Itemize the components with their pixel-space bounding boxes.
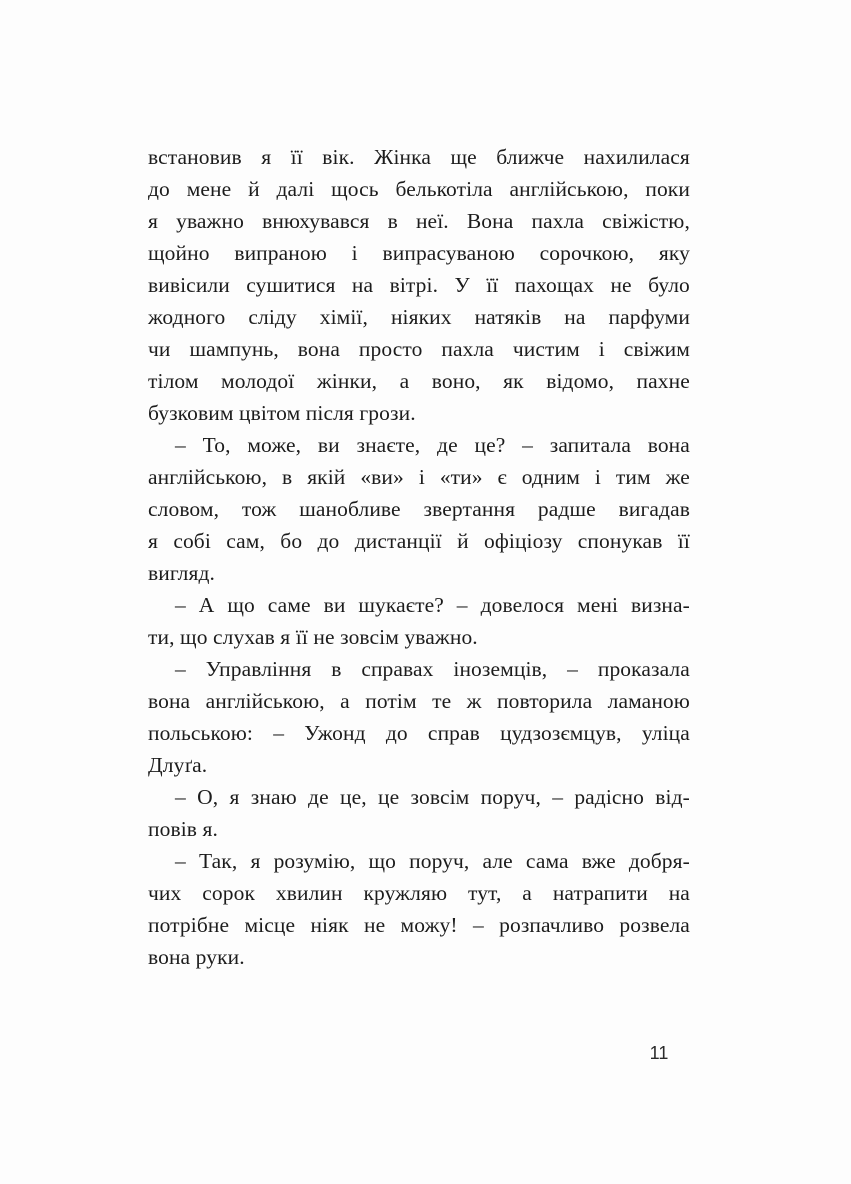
- text-line: польською: – Ужонд до справ цудзозємцув, уліца: [148, 721, 690, 745]
- text-line: Длуґа.: [148, 753, 208, 777]
- text-line: – А що саме ви шукаєте? – довелося мені визна-: [175, 593, 690, 617]
- text-line: ти, що слухав я її не зовсім уважно.: [148, 625, 478, 649]
- text-line: чих сорок хвилин кружляю тут, а натрапити на: [148, 881, 690, 905]
- text-line: вона руки.: [148, 945, 245, 969]
- text-line: тілом молодої жінки, а воно, як відомо, пахне: [148, 369, 690, 393]
- text-line: жодного сліду хімії, ніяких натяків на парфуми: [148, 305, 690, 329]
- text-line: вона англійською, а потім те ж повторила ламаною: [148, 689, 690, 713]
- text-line: англійською, в якій «ви» і «ти» є одним і тим же: [148, 465, 690, 489]
- text-line: вивісили сушитися на вітрі. У її пахощах не було: [148, 273, 690, 297]
- text-line: – О, я знаю де це, це зовсім поруч, – радісно від-: [175, 785, 690, 809]
- text-line: словом, тож шанобливе звертання радше вигадав: [148, 497, 690, 521]
- text-line: щойно випраною і випрасуваною сорочкою, яку: [148, 241, 690, 265]
- text-line: – Управління в справах іноземців, – проказала: [175, 657, 690, 681]
- text-line: встановив я її вік. Жінка ще ближче нахилилася: [148, 145, 690, 169]
- text-line: чи шампунь, вона просто пахла чистим і свіжим: [148, 337, 690, 361]
- text-line: – Так, я розумію, що поруч, але сама вже добря-: [175, 849, 690, 873]
- text-line: потрібне місце ніяк не можу! – розпачливо розвела: [148, 913, 690, 937]
- text-line: – То, може, ви знаєте, де це? – запитала вона: [175, 433, 690, 457]
- text-line: бузковим цвітом після грози.: [148, 401, 416, 425]
- text-line: я собі сам, бо до дистанції й офіціозу спонукав її: [148, 529, 690, 553]
- text-line: я уважно внюхувався в неї. Вона пахла свіжістю,: [148, 209, 690, 233]
- page-text: [148, 141, 690, 973]
- page-number: 11: [649, 1043, 669, 1063]
- text-line: повів я.: [148, 817, 218, 841]
- text-line: до мене й далі щось белькотіла англійською, поки: [148, 177, 690, 201]
- text-line: вигляд.: [148, 561, 216, 585]
